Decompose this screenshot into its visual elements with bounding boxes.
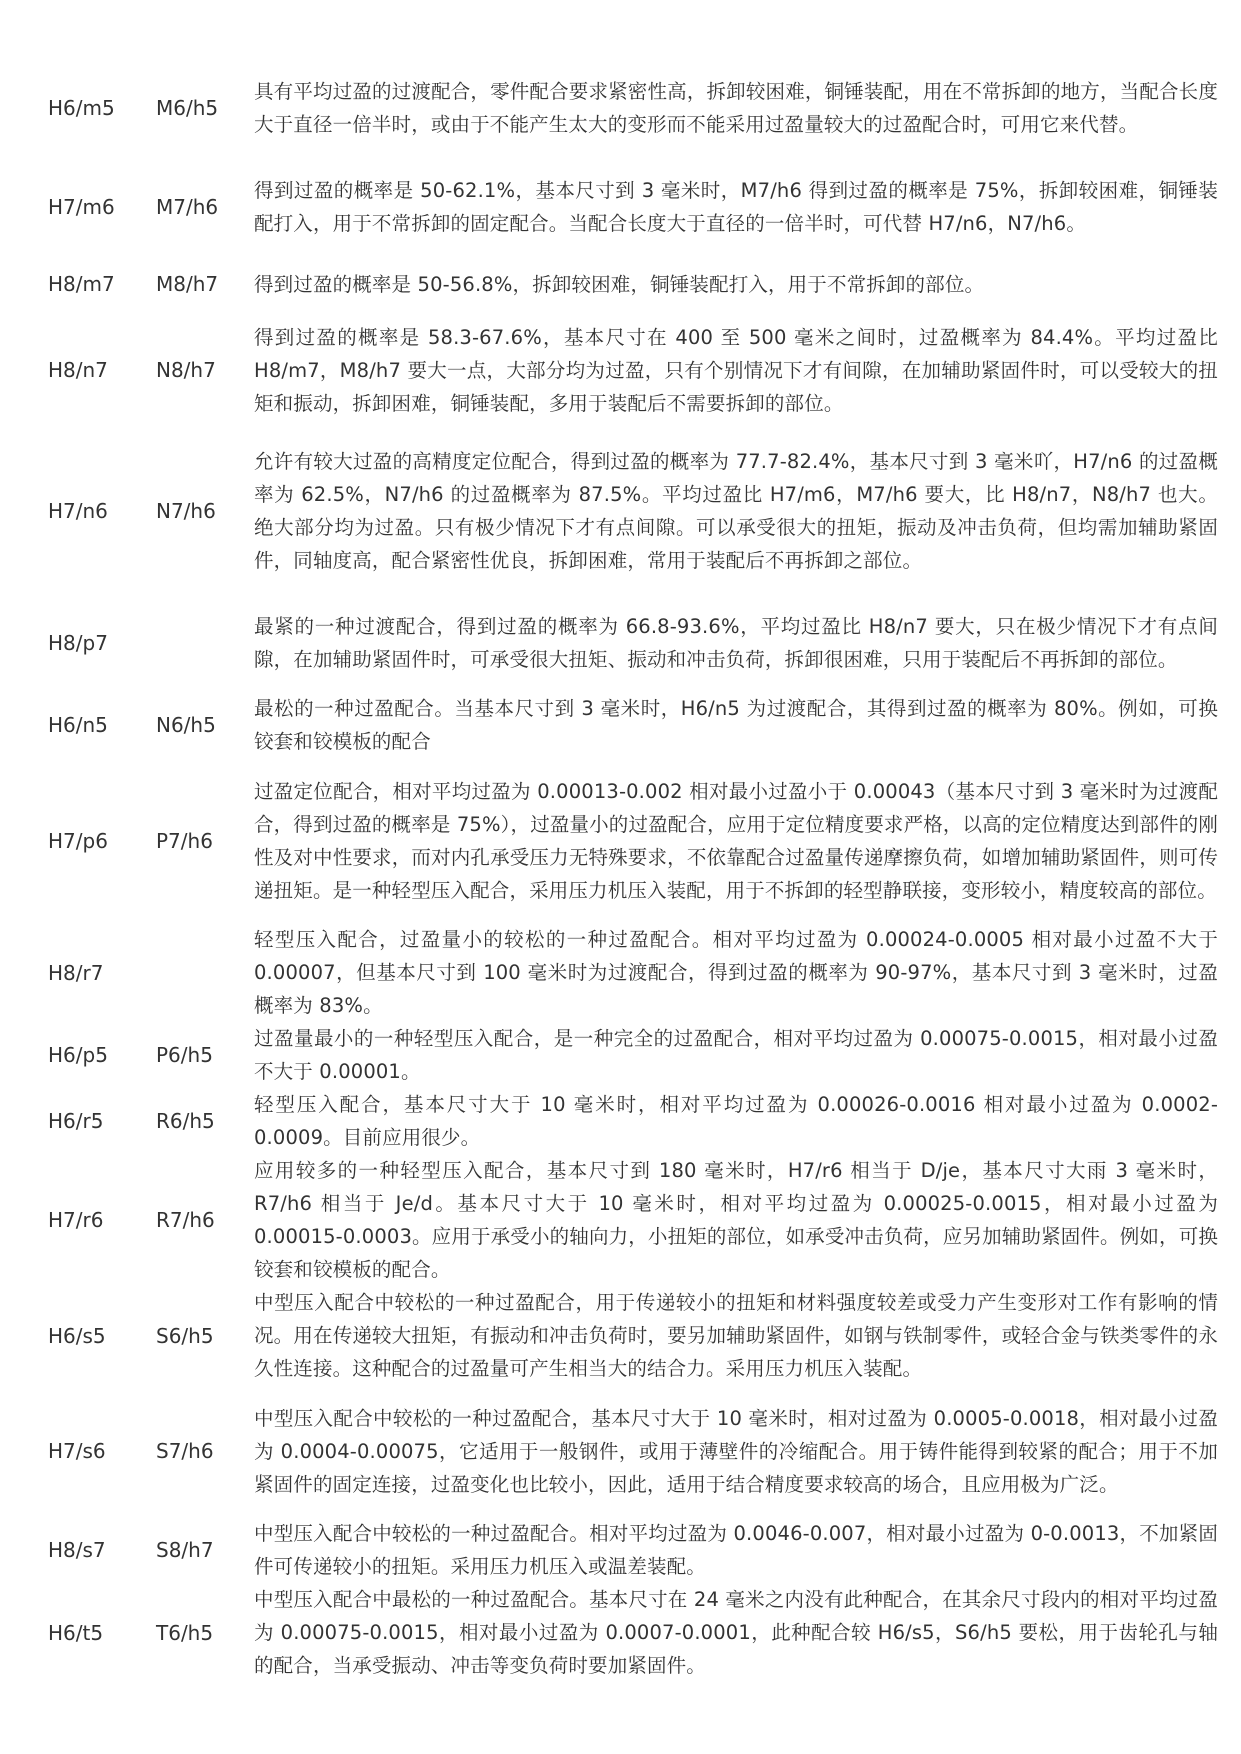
hole-basis-fit: H8/s7 [48, 1538, 106, 1562]
table-row [48, 1154, 1218, 1286]
fit-description: 过盈量最小的一种轻型压入配合，是一种完全的过盈配合，相对平均过盈为 0.00075-0.0015，相对最小过盈不大于 0.00001。 [254, 1027, 1218, 1083]
table-row [48, 1517, 1218, 1583]
table-row [48, 923, 1218, 1022]
hole-basis-fit: H7/p6 [48, 828, 108, 853]
hole-basis-fit: H7/m6 [48, 194, 115, 219]
shaft-basis-fit: N6/h5 [156, 713, 216, 737]
shaft-basis-fit: S6/h5 [156, 1323, 214, 1348]
table-row [48, 692, 1218, 758]
shaft-basis-fit: P6/h5 [156, 1043, 213, 1067]
hole-basis-fit: H7/r6 [48, 1208, 104, 1232]
hole-basis-fit: H6/m5 [48, 95, 115, 120]
fit-description: 最松的一种过盈配合。当基本尺寸到 3 毫米时，H6/n5 为过渡配合，其得到过盈的概率为 80%。例如，可换铰套和铰模板的配合 [254, 697, 1218, 753]
hole-basis-fit: H6/t5 [48, 1620, 104, 1645]
shaft-basis-fit: N8/h7 [156, 358, 216, 382]
fit-description: 应用较多的一种轻型压入配合，基本尺寸到 180 毫米时，H7/r6 相当于 D/je，基本尺寸大雨 3 毫米时，R7/h6 相当于 Je/d。基本尺寸大于 10 毫米时，相对平均过盈为 0.00025-0.0015，相对最小过盈为 0.00015-0.0003。应用于承受小的轴向力，小扭矩的部位，如承受冲击负荷，应另加辅助紧固件。例如，可换铰套和铰模板的配合。 [254, 1159, 1218, 1281]
fit-description: 得到过盈的概率是 50-56.8%，拆卸较困难，铜锤装配打入，用于不常拆卸的部位。 [254, 272, 985, 296]
shaft-basis-fit: R7/h6 [156, 1208, 215, 1232]
shaft-basis-fit: P7/h6 [156, 828, 213, 853]
table-row [48, 1286, 1218, 1385]
hole-basis-fit: H8/p7 [48, 630, 108, 655]
fit-description: 轻型压入配合，基本尺寸大于 10 毫米时，相对平均过盈为 0.00026-0.0016 相对最小过盈为 0.0002-0.0009。目前应用很少。 [254, 1093, 1218, 1149]
fit-description: 得到过盈的概率是 50-62.1%，基本尺寸到 3 毫米时，M7/h6 得到过盈的概率是 75%，拆卸较困难，铜锤装配打入，用于不常拆卸的固定配合。当配合长度大于直径的一倍半时，可代替 H7/n6，N7/h6。 [254, 178, 1218, 235]
table-row [48, 312, 1218, 428]
hole-basis-fit: H8/n7 [48, 358, 108, 382]
table-row [48, 428, 1218, 593]
table-row [48, 1088, 1218, 1154]
table-row [48, 256, 1218, 312]
table-row [48, 758, 1218, 923]
fit-description: 最紧的一种过渡配合，得到过盈的概率为 66.8-93.6%，平均过盈比 H8/n7 要大，只在极少情况下才有点间隙，在加辅助紧固件时，可承受很大扭矩、振动和冲击负荷，拆卸很困难，只用于装配后不再拆卸的部位。 [254, 614, 1218, 671]
hole-basis-fit: H8/r7 [48, 960, 104, 985]
fit-description: 具有平均过盈的过渡配合，零件配合要求紧密性高，拆卸较困难，铜锤装配，用在不常拆卸的地方，当配合长度大于直径一倍半时，或由于不能产生太大的变形而不能采用过盈量较大的过盈配合时，可用它来代替。 [254, 79, 1218, 136]
shaft-basis-fit: M7/h6 [156, 194, 219, 219]
table-row [48, 58, 1218, 157]
fit-description: 过盈定位配合，相对平均过盈为 0.00013-0.002 相对最小过盈小于 0.00043（基本尺寸到 3 毫米时为过渡配合，得到过盈的概率是 75%），过盈量小的过盈配合，应用于定位精度要求严格，以高的定位精度达到部件的刚性及对中性要求，而对内孔承受压力无特殊要求，不依靠配合过盈量传递摩擦负荷，如增加辅助紧固件，则可传递扭矩。是一种轻型压入配合，采用压力机压入装配，用于不拆卸的轻型静联接，变形较小，精度较高的部位。 [254, 779, 1218, 902]
fit-table [48, 58, 1218, 1682]
table-row [48, 157, 1218, 256]
shaft-basis-fit: S7/h6 [156, 1439, 214, 1463]
table-row [48, 593, 1218, 692]
hole-basis-fit: H7/n6 [48, 498, 108, 523]
table-row [48, 1385, 1218, 1517]
hole-basis-fit: H8/m7 [48, 272, 115, 296]
hole-basis-fit: H6/n5 [48, 713, 108, 737]
hole-basis-fit: H6/r5 [48, 1109, 104, 1133]
hole-basis-fit: H7/s6 [48, 1439, 106, 1463]
table-row [48, 1022, 1218, 1088]
fit-description: 轻型压入配合，过盈量小的较松的一种过盈配合。相对平均过盈为 0.00024-0.0005 相对最小过盈不大于 0.00007，但基本尺寸到 100 毫米时为过渡配合，得到过盈的概率为 90-97%，基本尺寸到 3 毫米时，过盈概率为 83%。 [254, 928, 1218, 1017]
table-row [48, 1583, 1218, 1682]
shaft-basis-fit: M8/h7 [156, 272, 219, 296]
shaft-basis-fit: S8/h7 [156, 1538, 214, 1562]
fit-description: 中型压入配合中较松的一种过盈配合，用于传递较小的扭矩和材料强度较差或受力产生变形对工作有影响的情况。用在传递较大扭矩，有振动和冲击负荷时，要另加辅助紧固件，如钢与铁制零件，或轻合金与铁类零件的永久性连接。这种配合的过盈量可产生相当大的结合力。采用压力机压入装配。 [254, 1291, 1218, 1380]
fit-description: 得到过盈的概率是 58.3-67.6%，基本尺寸在 400 至 500 毫米之间时，过盈概率为 84.4%。平均过盈比 H8/m7，M8/h7 要大一点，大部分均为过盈，只有个别情况下才有间隙，在加辅助紧固件时，可以受较大的扭矩和振动，拆卸困难，铜锤装配，多用于装配后不需要拆卸的部位。 [254, 325, 1218, 415]
fit-description: 允许有较大过盈的高精度定位配合，得到过盈的概率为 77.7-82.4%，基本尺寸到 3 毫米吖，H7/n6 的过盈概率为 62.5%，N7/h6 的过盈概率为 87.5%。平均过盈比 H7/m6，M7/h6 要大，比 H8/n7，N8/h7 也大。绝大部分均为过盈。只有极少情况下才有点间隙。可以承受很大的扭矩，振动及冲击负荷，但均需加辅助紧固件，同轴度高，配合紧密性优良，拆卸困难，常用于装配后不再拆卸之部位。 [254, 449, 1218, 572]
shaft-basis-fit: N7/h6 [156, 498, 216, 523]
hole-basis-fit: H6/p5 [48, 1043, 108, 1067]
hole-basis-fit: H6/s5 [48, 1323, 106, 1348]
fit-description: 中型压入配合中较松的一种过盈配合。相对平均过盈为 0.0046-0.007，相对最小过盈为 0-0.0013，不加紧固件可传递较小的扭矩。采用压力机压入或温差装配。 [254, 1522, 1218, 1578]
shaft-basis-fit: T6/h5 [156, 1620, 214, 1645]
shaft-basis-fit: R6/h5 [156, 1109, 215, 1133]
fit-description: 中型压入配合中最松的一种过盈配合。基本尺寸在 24 毫米之内没有此种配合，在其余尺寸段内的相对平均过盈为 0.00075-0.0015，相对最小过盈为 0.0007-0.0001，此种配合较 H6/s5，S6/h5 要松，用于齿轮孔与轴的配合，当承受振动、冲击等变负荷时要加紧固件。 [254, 1588, 1218, 1677]
fit-description: 中型压入配合中较松的一种过盈配合，基本尺寸大于 10 毫米时，相对过盈为 0.0005-0.0018，相对最小过盈为 0.0004-0.00075，它适用于一般钢件，或用于薄壁件的冷缩配合。用于铸件能得到较紧的配合；用于不加紧固件的固定连接，过盈变化也比较小，因此，适用于结合精度要求较高的场合，且应用极为广泛。 [254, 1406, 1218, 1496]
shaft-basis-fit: M6/h5 [156, 95, 219, 120]
